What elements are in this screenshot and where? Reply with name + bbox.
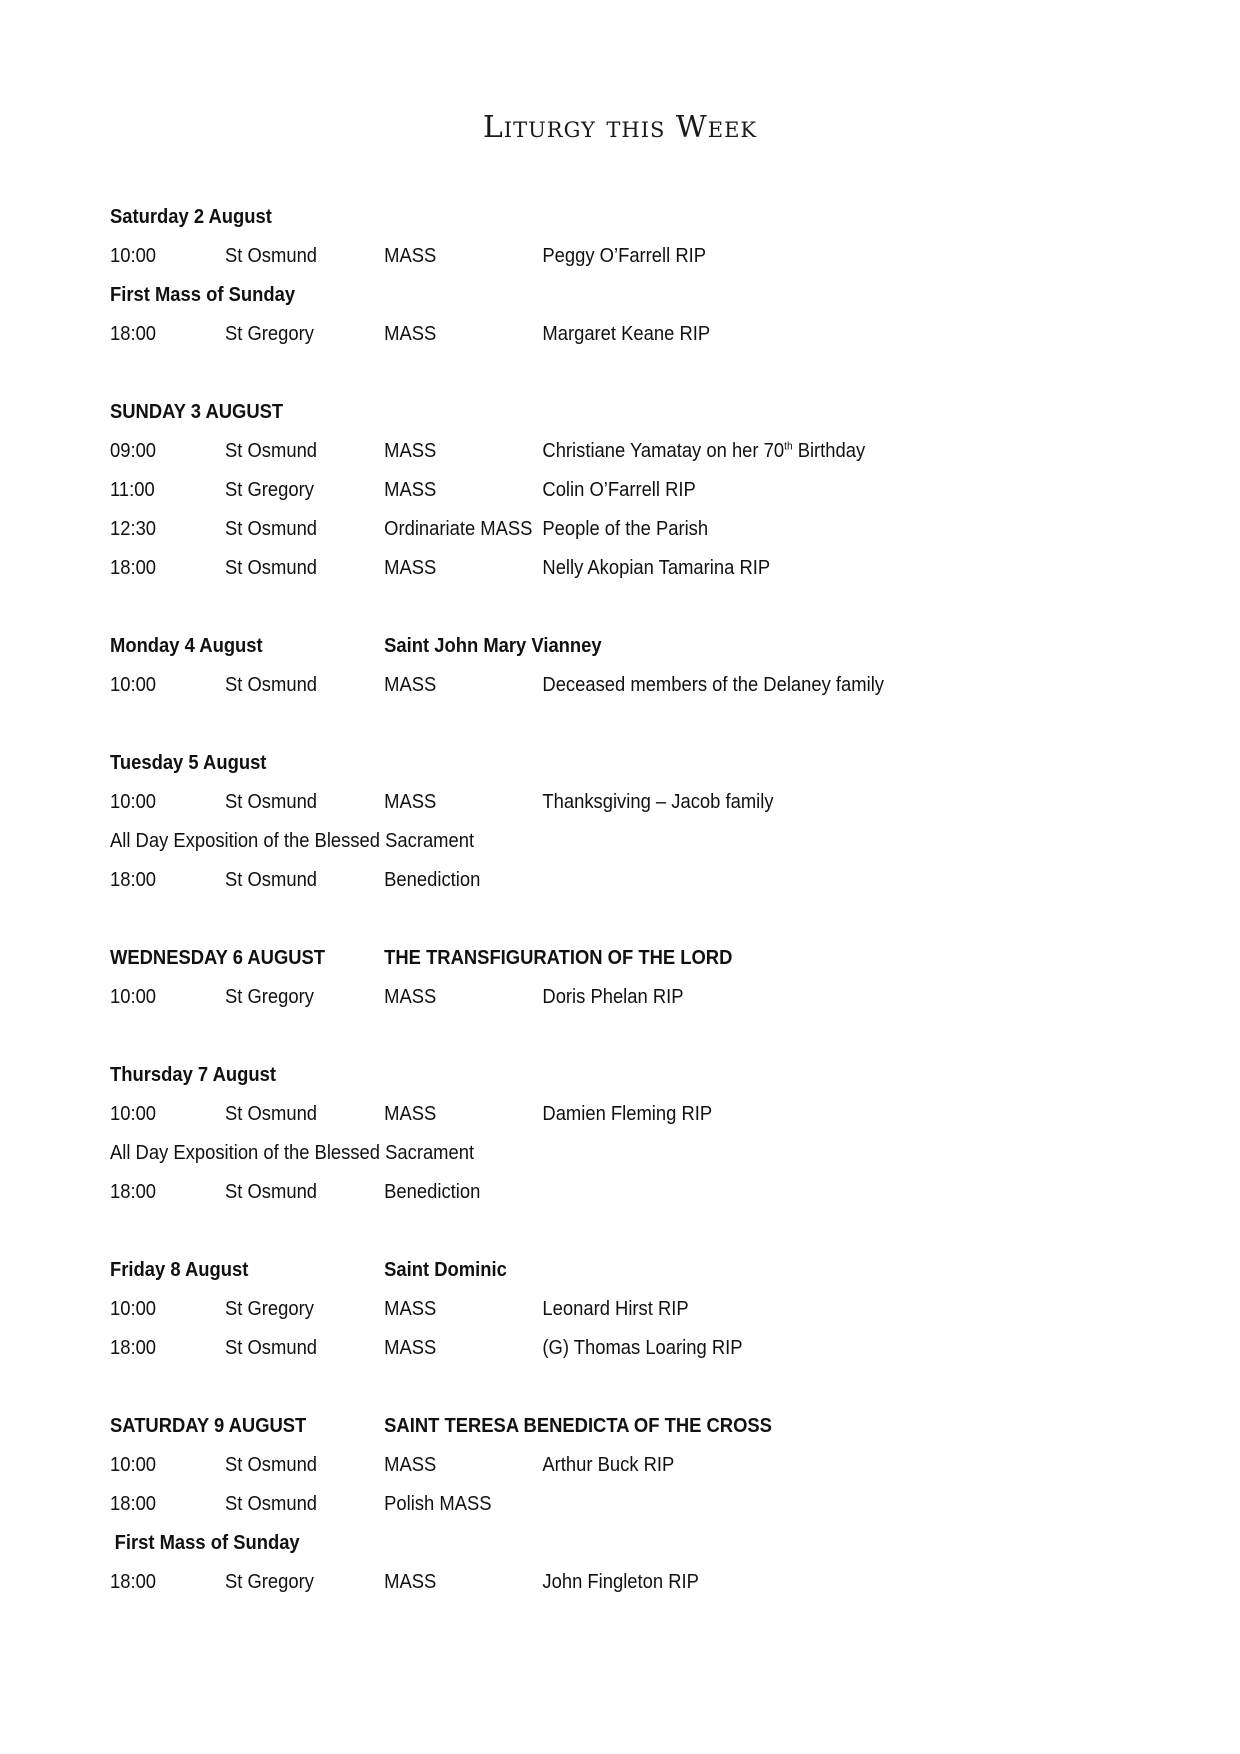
service-row xyxy=(110,1446,1085,1485)
service-type: MASS xyxy=(384,557,437,579)
ordinal-suffix: th xyxy=(784,440,793,453)
day-section xyxy=(110,1407,1085,1602)
note-row xyxy=(110,822,1085,861)
note-text: All Day Exposition of the Blessed Sacrament xyxy=(110,830,475,852)
mass-intention xyxy=(542,432,865,471)
intention-text: Deceased members of the Delaney family xyxy=(542,674,884,696)
service-church: St Osmund xyxy=(225,674,318,696)
day-header xyxy=(110,393,1085,432)
day-heading: WEDNESDAY 6 AUGUST xyxy=(110,947,326,969)
service-church: St Osmund xyxy=(225,1337,318,1359)
service-time: 10:00 xyxy=(110,1298,157,1320)
day-section xyxy=(110,1056,1085,1212)
service-time: 18:00 xyxy=(110,869,157,891)
service-time: 18:00 xyxy=(110,1571,157,1593)
service-type: MASS xyxy=(384,245,437,267)
day-section xyxy=(110,393,1085,588)
service-church: St Osmund xyxy=(225,1103,318,1125)
service-type: MASS xyxy=(384,1337,437,1359)
day-heading: Thursday 7 August xyxy=(110,1064,276,1086)
intention-text: Margaret Keane RIP xyxy=(542,323,711,345)
day-heading: Tuesday 5 August xyxy=(110,752,267,774)
service-row xyxy=(110,783,1085,822)
service-row xyxy=(110,237,1085,276)
day-section xyxy=(110,198,1085,354)
mass-intention xyxy=(542,1290,688,1329)
day-header xyxy=(110,1407,1085,1446)
mass-intention xyxy=(542,666,884,705)
service-time: 18:00 xyxy=(110,1337,157,1359)
day-section xyxy=(110,744,1085,900)
service-church: St Gregory xyxy=(225,323,314,345)
page-title: Liturgy this Week xyxy=(482,110,758,145)
feast-name: THE TRANSFIGURATION OF THE LORD xyxy=(384,947,733,969)
service-church: St Osmund xyxy=(225,245,318,267)
intention-text: Damien Fleming RIP xyxy=(542,1103,713,1125)
service-type: Benediction xyxy=(384,1181,481,1203)
day-header xyxy=(110,1056,1085,1095)
service-row xyxy=(110,1173,1085,1212)
note-row xyxy=(110,1134,1085,1173)
service-church: St Osmund xyxy=(225,557,318,579)
service-time: 10:00 xyxy=(110,1103,157,1125)
service-type: MASS xyxy=(384,440,437,462)
intention-text: People of the Parish xyxy=(542,518,709,540)
service-church: St Gregory xyxy=(225,479,314,501)
service-type: MASS xyxy=(384,323,437,345)
service-time: 12:30 xyxy=(110,518,157,540)
service-row xyxy=(110,315,1085,354)
service-row xyxy=(110,510,1085,549)
intention-text: Leonard Hirst RIP xyxy=(542,1298,689,1320)
day-heading: SATURDAY 9 AUGUST xyxy=(110,1415,307,1437)
service-row xyxy=(110,549,1085,588)
intention-text: Thanksgiving – Jacob family xyxy=(542,791,774,813)
service-time: 10:00 xyxy=(110,986,157,1008)
service-church: St Osmund xyxy=(225,869,318,891)
service-row xyxy=(110,1095,1085,1134)
service-time: 10:00 xyxy=(110,1454,157,1476)
service-type: MASS xyxy=(384,1454,437,1476)
feast-name: SAINT TERESA BENEDICTA OF THE CROSS xyxy=(384,1415,772,1437)
service-time: 18:00 xyxy=(110,1181,157,1203)
day-header xyxy=(110,744,1085,783)
day-section xyxy=(110,939,1085,1017)
service-type: MASS xyxy=(384,479,437,501)
subheading: First Mass of Sunday xyxy=(114,1532,300,1554)
service-church: St Osmund xyxy=(225,1493,318,1515)
service-time: 10:00 xyxy=(110,791,157,813)
mass-intention xyxy=(542,1446,674,1485)
service-church: St Gregory xyxy=(225,1298,314,1320)
service-row xyxy=(110,1485,1085,1524)
mass-intention xyxy=(542,978,683,1017)
service-type: MASS xyxy=(384,1103,437,1125)
feast-name: Saint Dominic xyxy=(384,1259,507,1281)
service-row xyxy=(110,432,1085,471)
day-header xyxy=(110,627,1085,666)
service-time: 11:00 xyxy=(110,479,155,501)
note-text: All Day Exposition of the Blessed Sacrament xyxy=(110,1142,475,1164)
mass-intention xyxy=(542,1329,742,1368)
day-heading: SUNDAY 3 AUGUST xyxy=(110,401,284,423)
service-church: St Osmund xyxy=(225,1454,318,1476)
intention-text: Christiane Yamatay on her 70 xyxy=(542,440,785,462)
intention-text: Doris Phelan RIP xyxy=(542,986,684,1008)
intention-text: (G) Thomas Loaring RIP xyxy=(542,1337,743,1359)
service-church: St Osmund xyxy=(225,518,318,540)
service-row xyxy=(110,471,1085,510)
service-type: Ordinariate MASS xyxy=(384,518,533,540)
subheading-row xyxy=(110,1524,1085,1563)
mass-intention xyxy=(542,237,706,276)
day-header xyxy=(110,198,1085,237)
service-time: 09:00 xyxy=(110,440,157,462)
service-church: St Gregory xyxy=(225,986,314,1008)
mass-intention xyxy=(542,1563,699,1602)
service-type: MASS xyxy=(384,791,437,813)
day-section xyxy=(110,1251,1085,1368)
service-church: St Osmund xyxy=(225,791,318,813)
day-heading: Saturday 2 August xyxy=(110,206,272,228)
intention-text: Colin O’Farrell RIP xyxy=(542,479,696,501)
day-heading: Friday 8 August xyxy=(110,1259,249,1281)
subheading: First Mass of Sunday xyxy=(110,284,296,306)
subheading-row xyxy=(110,276,1085,315)
service-row xyxy=(110,666,1085,705)
day-heading: Monday 4 August xyxy=(110,635,263,657)
service-row xyxy=(110,861,1085,900)
service-time: 10:00 xyxy=(110,245,157,267)
intention-text: Nelly Akopian Tamarina RIP xyxy=(542,557,771,579)
service-row xyxy=(110,1329,1085,1368)
feast-name: Saint John Mary Vianney xyxy=(384,635,602,657)
service-time: 10:00 xyxy=(110,674,157,696)
mass-intention xyxy=(542,510,708,549)
service-church: St Osmund xyxy=(225,1181,318,1203)
intention-text: Arthur Buck RIP xyxy=(542,1454,675,1476)
service-type: MASS xyxy=(384,1571,437,1593)
mass-intention xyxy=(542,471,695,510)
service-time: 18:00 xyxy=(110,1493,157,1515)
service-type: Benediction xyxy=(384,869,481,891)
service-type: MASS xyxy=(384,986,437,1008)
day-header xyxy=(110,939,1085,978)
service-church: St Osmund xyxy=(225,440,318,462)
intention-text: John Fingleton RIP xyxy=(542,1571,699,1593)
mass-intention xyxy=(542,549,770,588)
service-row xyxy=(110,1290,1085,1329)
service-time: 18:00 xyxy=(110,557,157,579)
day-header xyxy=(110,1251,1085,1290)
service-type: MASS xyxy=(384,1298,437,1320)
service-type: Polish MASS xyxy=(384,1493,492,1515)
mass-intention xyxy=(542,1095,712,1134)
liturgy-schedule xyxy=(110,198,1085,1641)
mass-intention xyxy=(542,315,710,354)
service-time: 18:00 xyxy=(110,323,157,345)
intention-tail: Birthday xyxy=(792,440,866,462)
day-section xyxy=(110,627,1085,705)
intention-text: Peggy O’Farrell RIP xyxy=(542,245,707,267)
service-row xyxy=(110,1563,1085,1602)
mass-intention xyxy=(542,783,773,822)
service-row xyxy=(110,978,1085,1017)
service-type: MASS xyxy=(384,674,437,696)
service-church: St Gregory xyxy=(225,1571,314,1593)
